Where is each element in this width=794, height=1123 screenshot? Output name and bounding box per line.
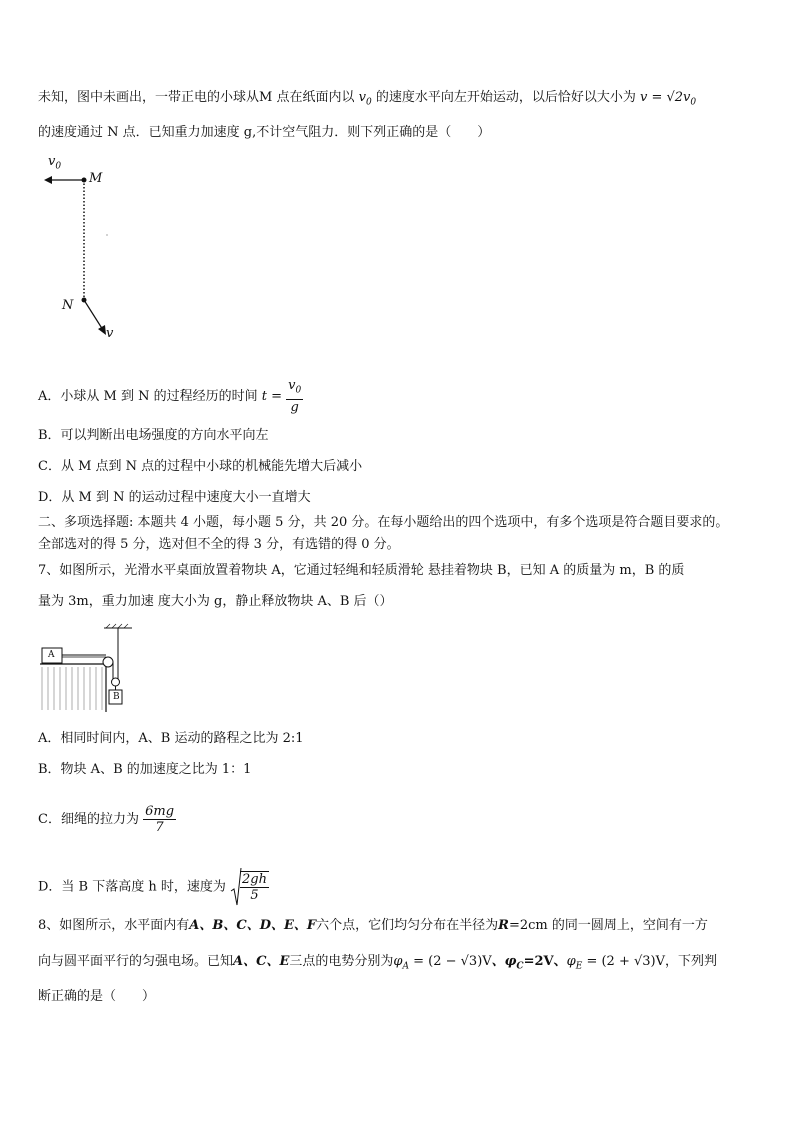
q7-line-2: 量为 3m，重力加速 度大小为 g，静止释放物块 A、B 后（） [38, 594, 393, 609]
label-m: M [89, 171, 103, 186]
label-v0: $v_0$ [48, 154, 62, 172]
radius-symbol: R [498, 918, 509, 933]
three-points: A、C、E [233, 954, 290, 969]
intro-text-a: 未知，图中未画出，一带正电的小球从M 点在纸面内以 [38, 90, 355, 105]
figure-motion [40, 150, 130, 350]
q6-option-b: B．可以判断出电场强度的方向水平向左 [38, 428, 269, 443]
figure-pulley [40, 622, 150, 717]
sqrt-expression [230, 867, 269, 907]
q8-line-3: 断正确的是（ ） [38, 989, 156, 1004]
q7-option-d [38, 867, 269, 907]
v0-symbol: $v_0$ [358, 90, 372, 108]
v-equation: $v = √2v_0$ [639, 90, 697, 108]
phi-e: $\varphi_E$ [566, 954, 583, 972]
q7-option-b: B．物块 A、B 的加速度之比为 1：1 [38, 762, 252, 777]
intro-line-1 [38, 88, 696, 113]
phi-a: $\varphi_A$ [393, 954, 409, 972]
q6-option-c: C．从 M 点到 N 点的过程中小球的机械能先增大后减小 [38, 459, 363, 474]
q7-line-1: 7、如图所示，光滑水平桌面放置着物块 A，它通过轻绳和轻质滑轮 悬挂着物块 B，已知 A 的质量为 m，B 的质 [38, 563, 685, 578]
q7-option-c-text: C．细绳的拉力为 [38, 812, 139, 827]
q7-option-d-text: D．当 B 下落高度 h 时，速度为 [38, 879, 226, 895]
block-a-label: A [48, 650, 55, 660]
fraction-2gh-over-5: $\frac{2gh}{5}$ [242, 872, 267, 903]
q6-option-a-text: A．小球从 M 到 N 的过程经历的时间 [38, 388, 258, 404]
label-n: N [62, 298, 74, 313]
six-points: A、B、C、D、E、F [189, 918, 317, 933]
q7-option-a: A．相同时间内，A、B 运动的路程之比为 2:1 [38, 731, 304, 746]
phi-c: 、$\varphi_C$ [491, 954, 524, 972]
q6-option-a [38, 378, 303, 415]
section2-line-1: 二、多项选择题: 本题共 4 小题，每小题 5 分，共 20 分。在每小题给出的四个选项中，有多个选项是符合题目要求的。 [38, 515, 729, 530]
section2-line-2: 全部选对的得 5 分，选对但不全的得 3 分，有选错的得 0 分。 [38, 537, 400, 552]
time-symbol: t = [261, 388, 282, 404]
pulley-diagram [40, 622, 150, 717]
q8-line-1: 8、如图所示，水平面内有A、B、C、D、E、F六个点，它们均匀分布在半径为R=2cm 的同一圆周上，空间有一方 [38, 918, 708, 933]
block-b-label: B [113, 692, 120, 702]
motion-diagram [40, 150, 130, 350]
q7-option-c [38, 804, 176, 835]
fraction-6mg-over-7: $\frac{6mg}{7}$ [145, 804, 175, 835]
q8-line-2: 向与圆平面平行的匀强电场。已知A、C、E三点的电势分别为$\varphi_A = (2 - √3)V$、$\varphi_C=2V$、$\varphi_E = (2 + √3)V$，下列判 [38, 954, 717, 972]
intro-text-b: 的速度水平向左开始运动，以后恰好以大小为 [375, 90, 636, 105]
fraction-v0-over-g: $\frac{v_0}{g}$ [288, 378, 302, 415]
intro-line-2: 的速度通过 N 点．已知重力加速度 g,不计空气阻力．则下列正确的是（ ） [38, 125, 491, 140]
q6-option-d: D．从 M 到 N 的运动过程中速度大小一直增大 [38, 490, 311, 505]
label-v: v [106, 326, 114, 341]
